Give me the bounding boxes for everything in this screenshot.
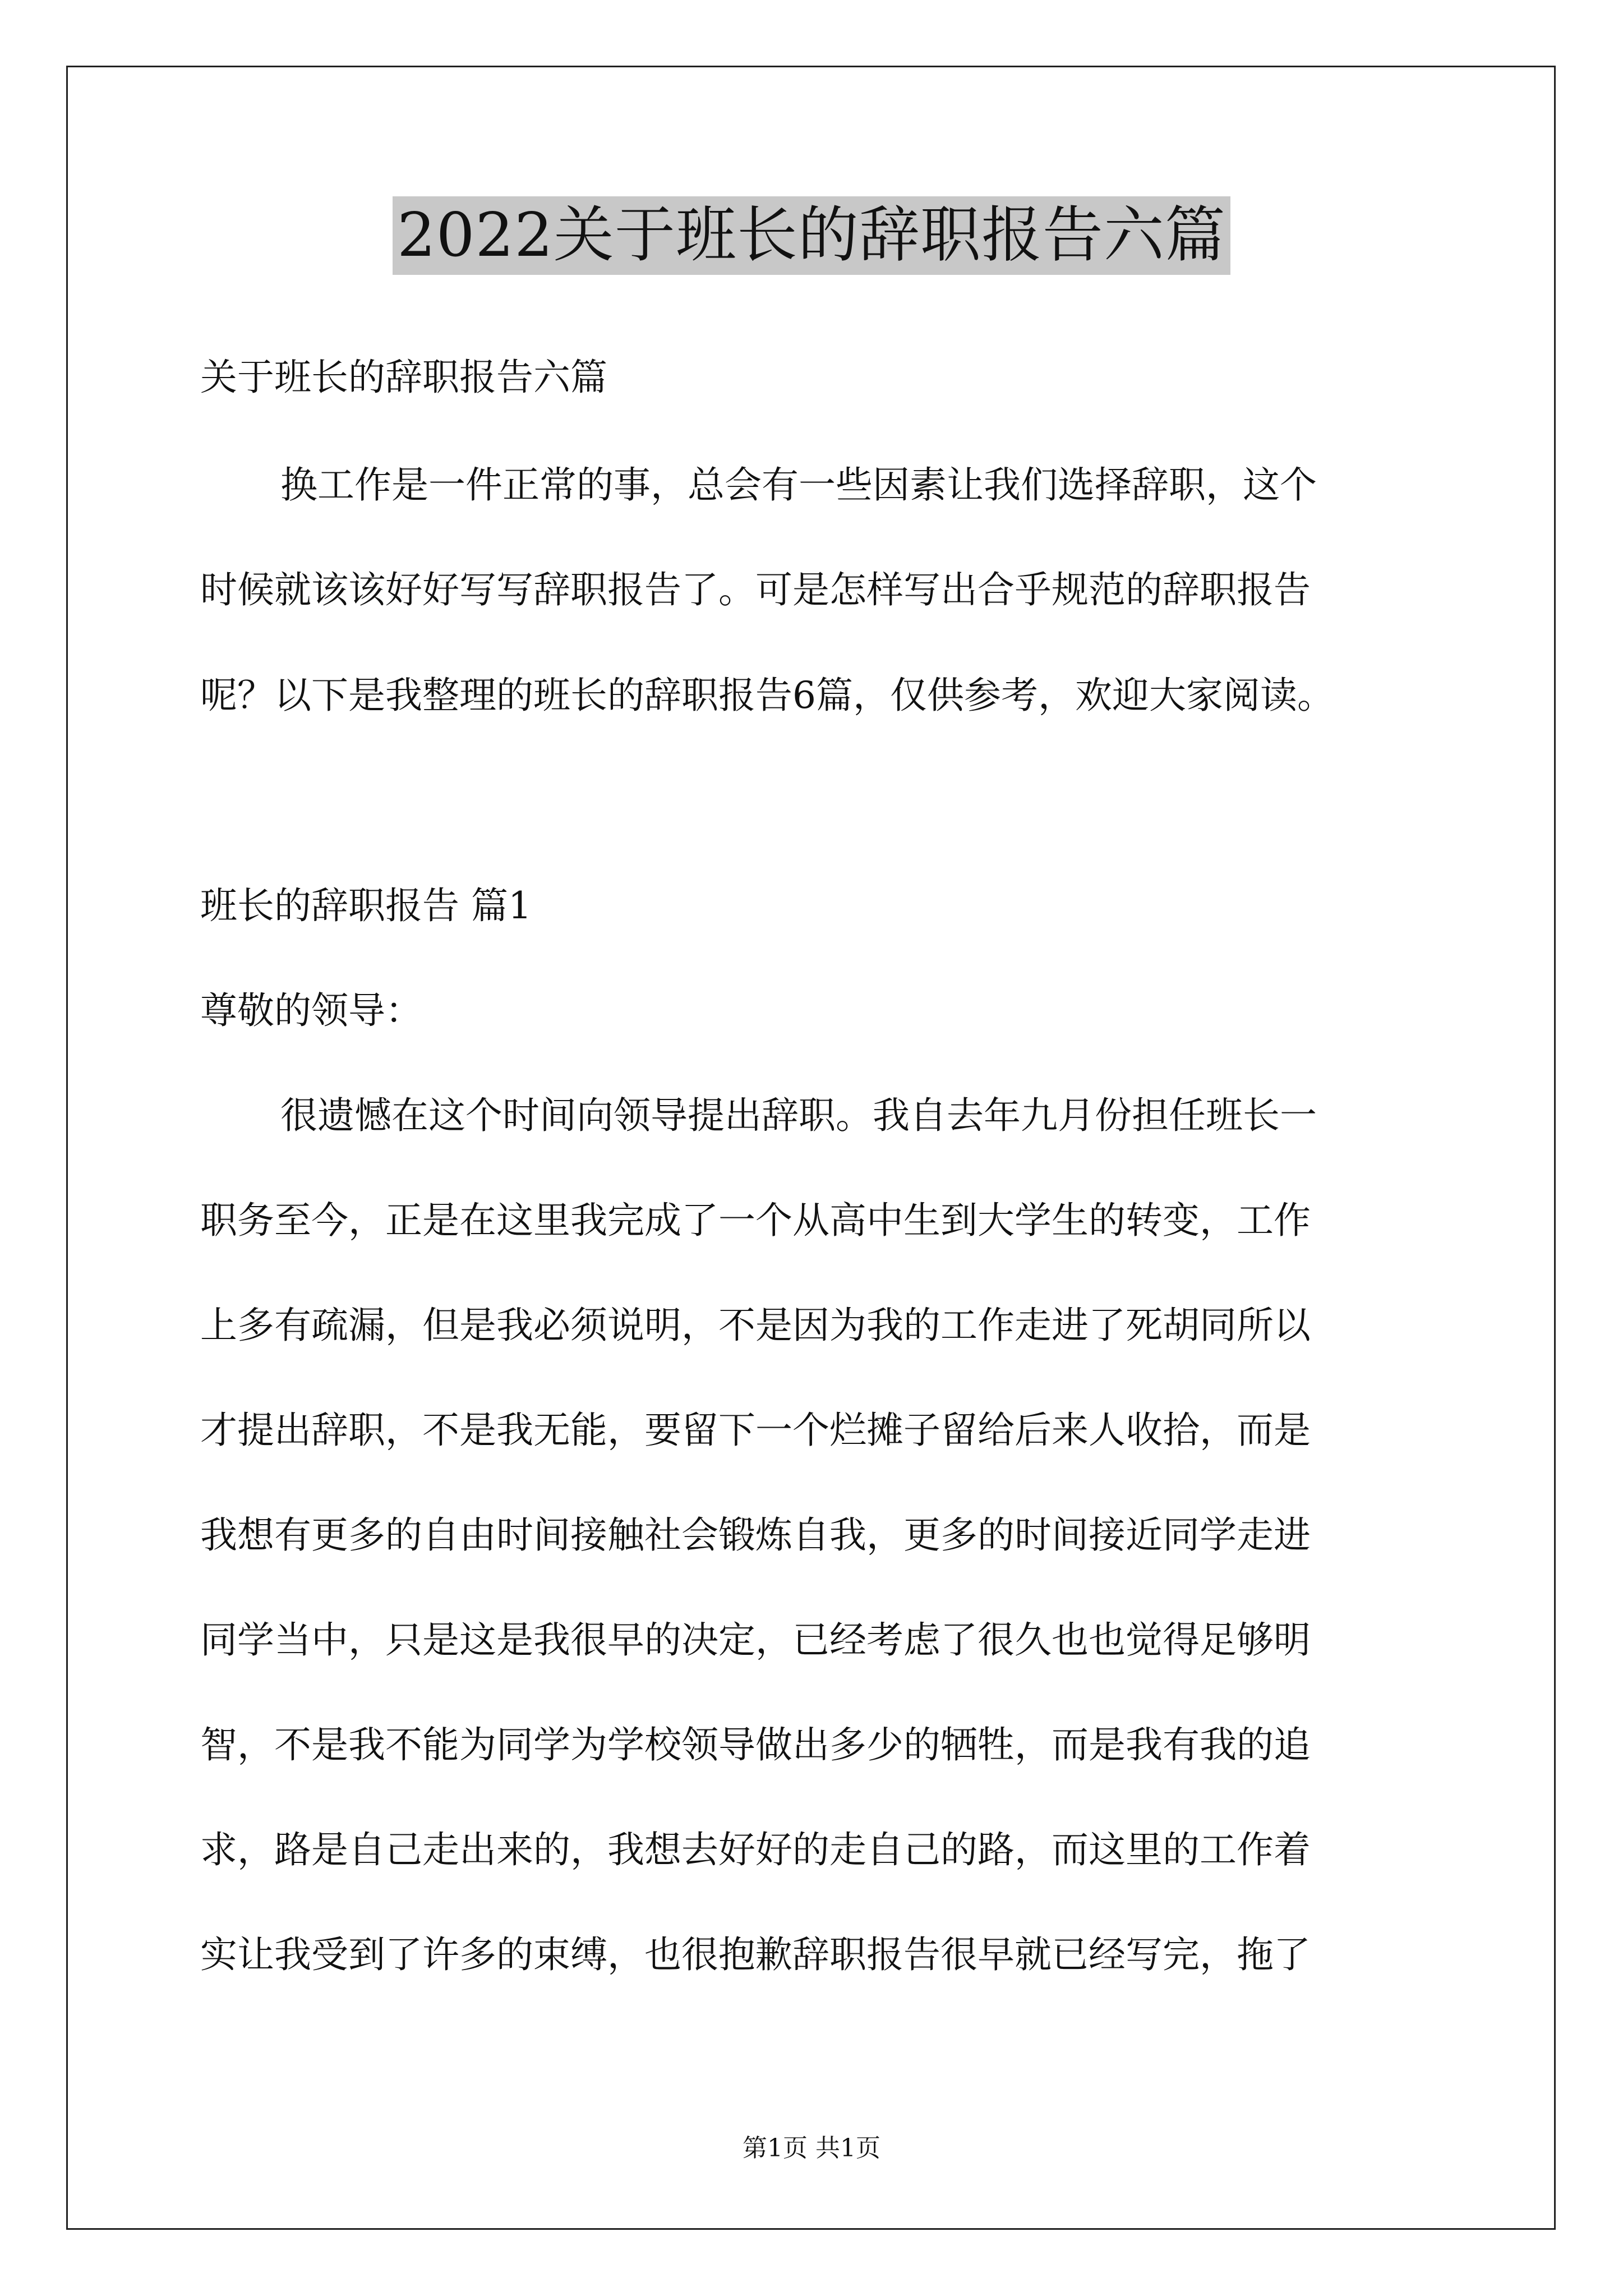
body-line-2: 职务至今，正是在这里我完成了一个从高中生到大学生的转变，工作	[200, 1199, 1311, 1242]
salutation: 尊敬的领导：	[200, 989, 422, 1032]
body-line-9: 实让我受到了许多的束缚，也很抱歉辞职报告很早就已经写完，拖了	[200, 1933, 1311, 1976]
body-line-6: 同学当中，只是这是我很早的决定，已经考虑了很久也也觉得足够明	[200, 1618, 1311, 1662]
intro-line-3: 呢？以下是我整理的班长的辞职报告6篇，仅供参考，欢迎大家阅读。	[200, 674, 1334, 717]
intro-line-1: 换工作是一件正常的事，总会有一些因素让我们选择辞职，这个	[280, 463, 1317, 507]
title-container	[0, 196, 1623, 275]
document-title: 2022关于班长的辞职报告六篇	[393, 196, 1230, 275]
document-subtitle: 关于班长的辞职报告六篇	[200, 356, 607, 399]
section-heading: 班长的辞职报告 篇1	[200, 884, 532, 927]
body-line-8: 求，路是自己走出来的，我想去好好的走自己的路，而这里的工作着	[200, 1828, 1311, 1871]
body-line-3: 上多有疏漏，但是我必须说明，不是因为我的工作走进了死胡同所以	[200, 1304, 1311, 1347]
body-line-4: 才提出辞职，不是我无能，要留下一个烂摊子留给后来人收拾，而是	[200, 1409, 1311, 1452]
page-footer: 第1页 共1页	[743, 2134, 880, 2162]
body-line-7: 智，不是我不能为同学为学校领导做出多少的牺牲，而是我有我的追	[200, 1723, 1311, 1766]
body-line-1: 很遗憾在这个时间向领导提出辞职。我自去年九月份担任班长一	[280, 1094, 1317, 1137]
body-line-5: 我想有更多的自由时间接触社会锻炼自我，更多的时间接近同学走进	[200, 1513, 1311, 1557]
intro-line-2: 时候就该该好好写写辞职报告了。可是怎样写出合乎规范的辞职报告	[200, 568, 1311, 611]
